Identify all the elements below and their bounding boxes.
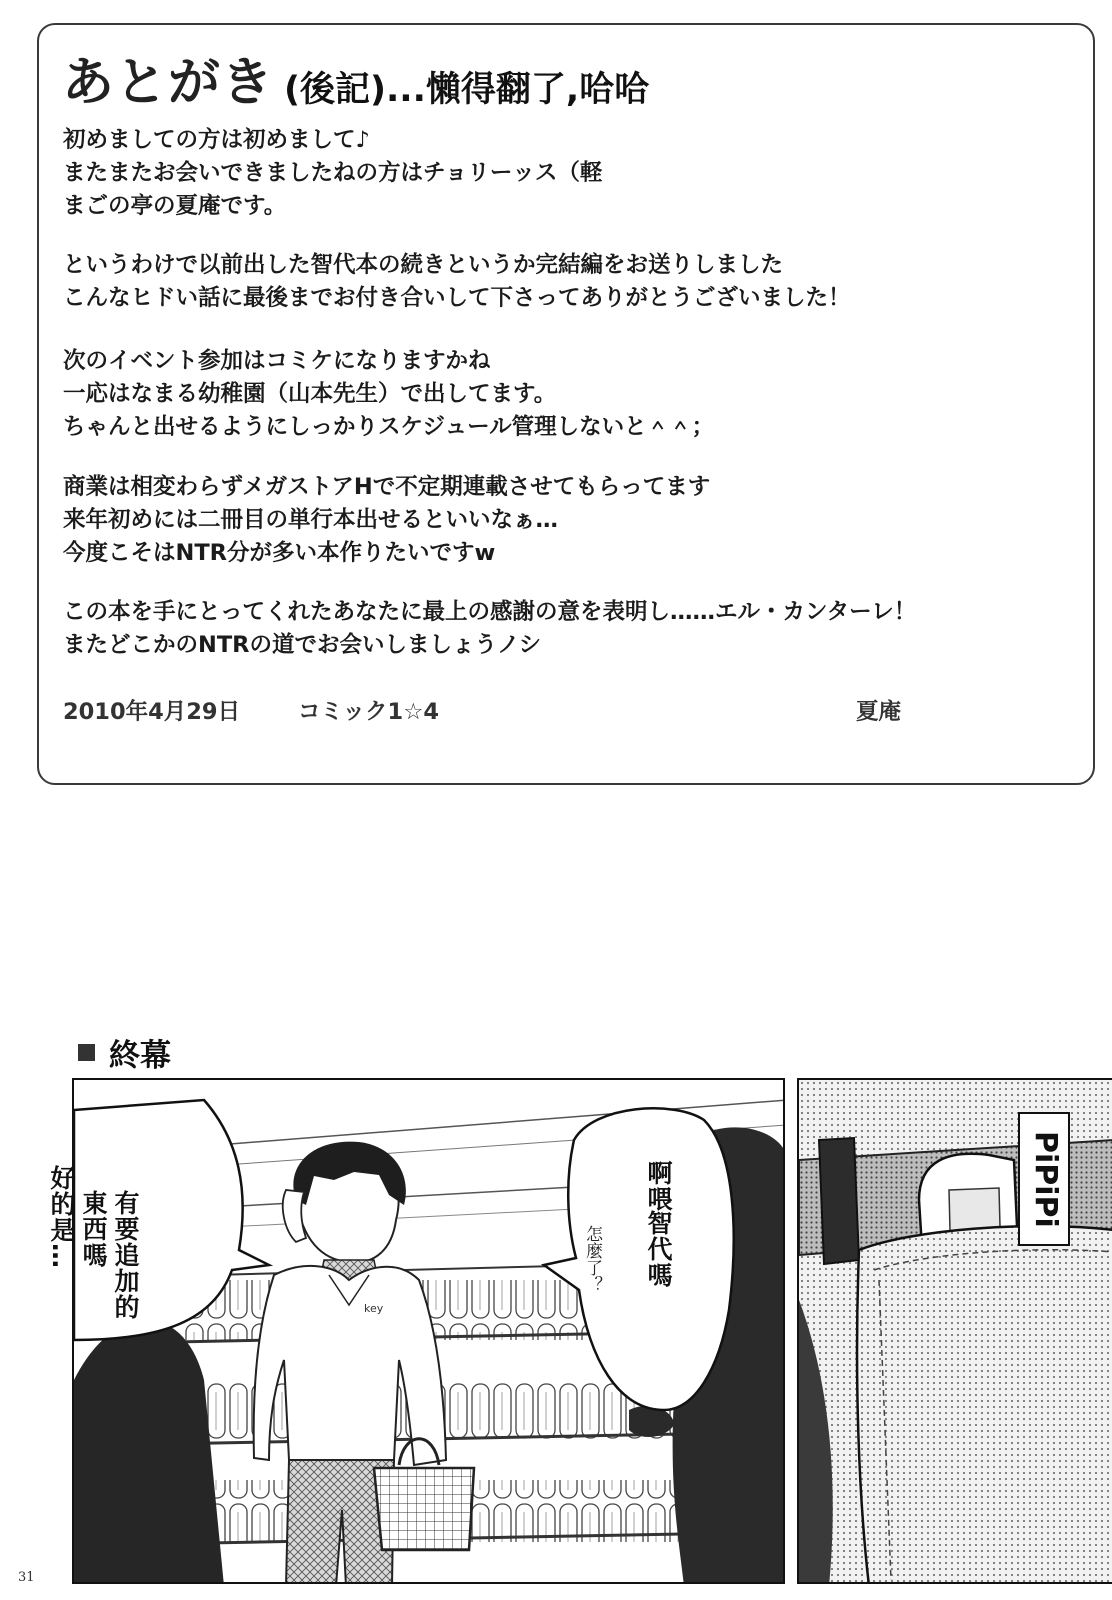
afterword-title (62, 45, 649, 115)
speech-right-col-2: 智代嗎 (644, 1210, 673, 1288)
afterword-line: ちゃんと出せるようにしっかりスケジュール管理しないと＾＾； (63, 414, 715, 440)
afterword-line: まごの亭の夏庵です。 (63, 193, 287, 219)
afterword-line: 来年初めには二冊目の単行本出せるといいなぁ… (63, 507, 559, 533)
section-title: 終幕 (109, 1037, 171, 1074)
afterword-line: またどこかのNTRの道でお会いしましょうノシ (63, 632, 542, 658)
afterword-paragraph-4 (63, 471, 710, 570)
afterword-title-main: あとがき (62, 53, 275, 113)
speech-right-col-1: 啊喂 (644, 1160, 673, 1212)
afterword-paragraph-1 (63, 124, 602, 223)
afterword-line: こんなヒドい話に最後までお付き合いして下さってありがとうございました！ (63, 285, 851, 311)
signature-author: 夏庵 (856, 699, 902, 725)
comic-panel-left (72, 1078, 785, 1584)
afterword-line: この本を手にとってくれたあなたに最上の感謝の意を表明し……エル・カンターレ！ (63, 599, 917, 625)
section-bullet-icon (78, 1044, 95, 1061)
afterword-signature (63, 694, 903, 728)
afterword-line: 商業は相変わらずメガストアHで不定期連載させてもらってます (63, 474, 711, 500)
store-scene-illustration (74, 1080, 785, 1584)
afterword-line: 一応はなまる幼稚園（山本先生）で出してます。 (63, 381, 557, 407)
afterword-line: というわけで以前出した智代本の続きというか完結編をお送りしました (63, 252, 784, 278)
afterword-line: 次のイベント参加はコミケになりますかね (63, 348, 491, 374)
afterword-paragraph-5 (63, 596, 916, 662)
speech-left-col-2: 東西嗎 (79, 1190, 108, 1268)
sound-effect-text: PiPiPi (1018, 1112, 1070, 1246)
page-number: 31 (18, 1570, 35, 1585)
speech-right-small: 怎麼了？ (582, 1225, 602, 1293)
afterword-line: 今度こそはNTR分が多い本作りたいですw (63, 540, 496, 566)
speech-left-col-3: 好的是… (47, 1165, 76, 1269)
signature-event: コミック1☆4 (298, 699, 440, 725)
afterword-line: またまたお会いできましたねの方はチョリーッス（軽 (63, 160, 603, 186)
svg-text:key: key (364, 1302, 384, 1315)
speech-left-col-1: 有要追加的 (111, 1190, 140, 1320)
afterword-paragraph-2 (63, 249, 851, 315)
signature-date: 2010年4月29日 (63, 699, 241, 725)
afterword-line: 初めましての方は初めまして♪ (63, 127, 370, 153)
afterword-title-sub: (後記)...懶得翻了,哈哈 (284, 70, 650, 110)
afterword-paragraph-3 (63, 345, 714, 444)
section-heading (78, 1030, 171, 1074)
